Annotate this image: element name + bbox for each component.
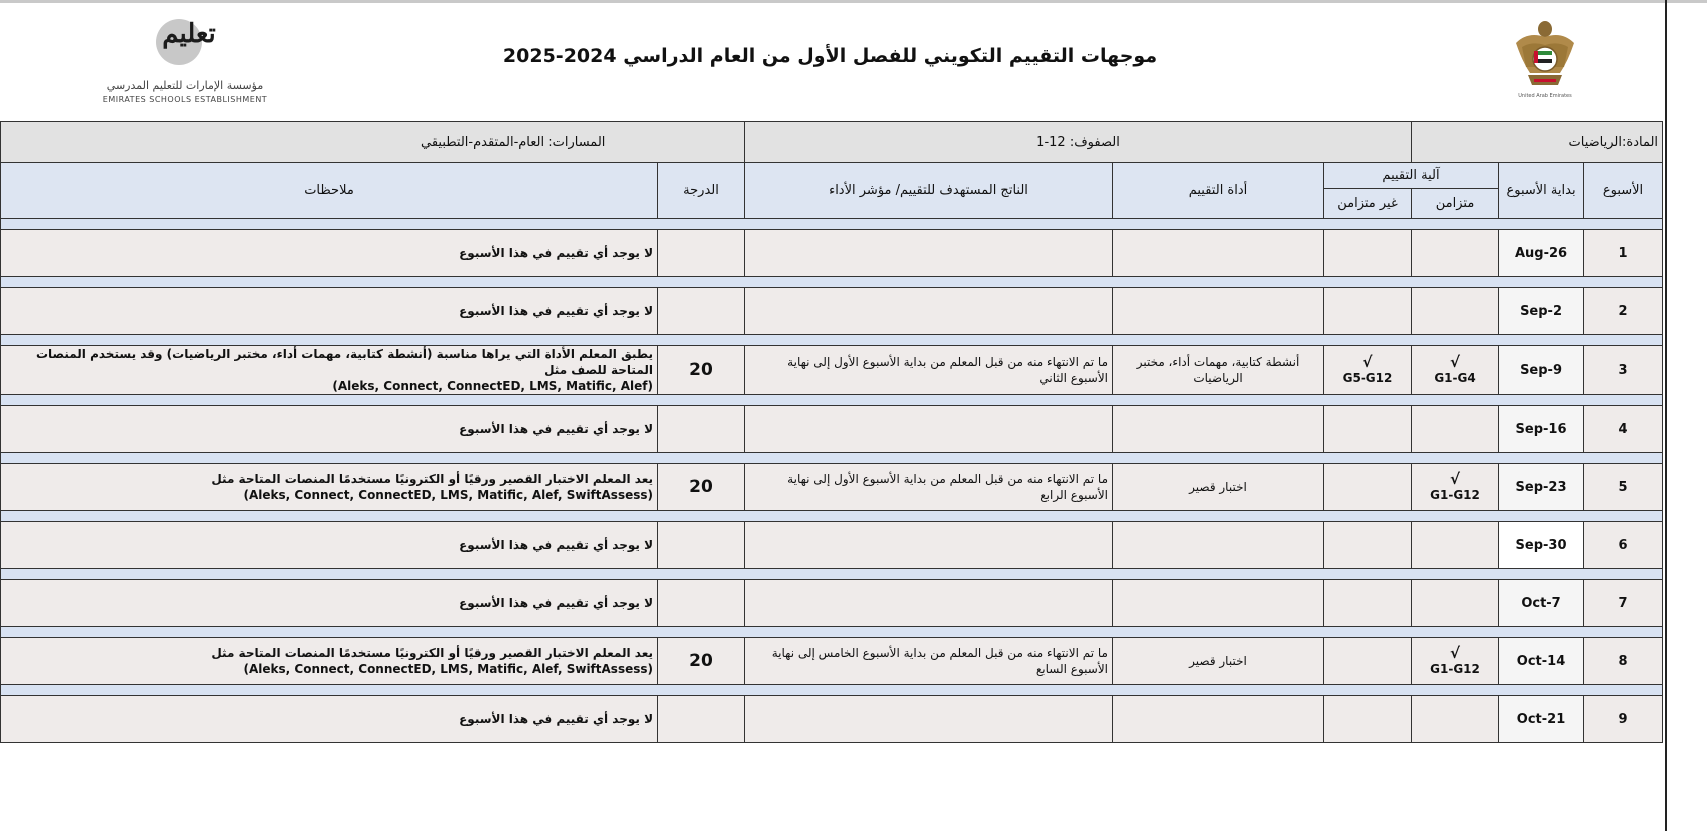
grade-cell <box>658 580 745 627</box>
emblem-caption: United Arab Emirates <box>1518 93 1572 99</box>
spacer-row <box>1 569 1663 580</box>
spacer-row <box>1 277 1663 288</box>
async-cell <box>1324 406 1412 453</box>
table-row <box>1 288 1663 335</box>
header-row-1 <box>1 163 1663 189</box>
grade-cell: 20 <box>658 346 745 395</box>
notes-cell <box>1 406 658 453</box>
spacer-row <box>1 453 1663 464</box>
grades-label: الصفوف: 12-1 <box>745 122 1412 163</box>
table-row <box>1 696 1663 743</box>
spacer-cell <box>1 395 1663 406</box>
subject-label: المادة:الرياضيات <box>1412 122 1663 163</box>
week-start-cell: Sep-16 <box>1499 406 1584 453</box>
document-header <box>0 3 1665 121</box>
async-cell <box>1324 288 1412 335</box>
async-cell <box>1324 638 1412 685</box>
table-row <box>1 580 1663 627</box>
sync-cell <box>1412 464 1499 511</box>
notes-text: لا يوجد أي تقييم في هذا الأسبوع <box>459 422 653 436</box>
async-cell <box>1324 522 1412 569</box>
table-row <box>1 346 1663 395</box>
table-row <box>1 522 1663 569</box>
notes-text: يعد المعلم الاختبار القصير ورقيًا أو الكترونيًا مستخدمًا المنصات المتاحة مثل <box>211 472 653 486</box>
async-cell <box>1324 464 1412 511</box>
sync-grades-label: G1-G4 <box>1434 371 1476 385</box>
notes-cell <box>1 346 658 395</box>
week-start-cell: Sep-9 <box>1499 346 1584 395</box>
assessment-tool-cell: اختبار قصير <box>1113 464 1324 511</box>
notes-text: لا يوجد أي تقييم في هذا الأسبوع <box>459 304 653 318</box>
check-mark-icon: √ <box>1450 353 1461 371</box>
sync-cell <box>1412 288 1499 335</box>
platforms-list: (Aleks, Connect, ConnectED, LMS, Matific, Alef, SwiftAssess) <box>243 488 653 502</box>
sync-cell <box>1412 230 1499 277</box>
ese-logo <box>90 13 280 108</box>
grade-cell <box>658 522 745 569</box>
table-row <box>1 464 1663 511</box>
col-header-mechanism: آلية التقييم <box>1324 163 1499 189</box>
notes-cell <box>1 230 658 277</box>
assessment-tool-cell <box>1113 696 1324 743</box>
week-start-cell: Oct-21 <box>1499 696 1584 743</box>
week-number-cell: 4 <box>1584 406 1663 453</box>
assessment-tool-cell <box>1113 522 1324 569</box>
assessment-tool-cell <box>1113 230 1324 277</box>
week-start-cell: Oct-7 <box>1499 580 1584 627</box>
target-outcome-cell <box>745 580 1113 627</box>
assessment-tool-cell <box>1113 580 1324 627</box>
spacer-row <box>1 219 1663 230</box>
platforms-list: (Aleks, Connect, ConnectED, LMS, Matific, Alef, SwiftAssess) <box>243 662 653 676</box>
target-outcome-cell <box>745 522 1113 569</box>
target-outcome-cell <box>745 288 1113 335</box>
page-right-edge <box>1665 0 1667 831</box>
notes-text: لا يوجد أي تقييم في هذا الأسبوع <box>459 246 653 260</box>
check-mark-icon: √ <box>1362 353 1373 371</box>
spacer-row <box>1 511 1663 522</box>
target-outcome-cell <box>745 230 1113 277</box>
target-outcome-cell <box>745 406 1113 453</box>
grade-cell <box>658 230 745 277</box>
logo-word: تعليم <box>162 19 216 49</box>
col-header-tool: أداة التقييم <box>1113 163 1324 219</box>
notes-cell <box>1 638 658 685</box>
info-row <box>1 122 1663 163</box>
week-number-cell: 6 <box>1584 522 1663 569</box>
notes-cell <box>1 522 658 569</box>
assessment-table <box>0 121 1663 743</box>
grade-cell: 20 <box>658 638 745 685</box>
spacer-row <box>1 685 1663 696</box>
check-mark-icon: √ <box>1450 470 1461 488</box>
sync-cell <box>1412 696 1499 743</box>
spacer-cell <box>1 219 1663 230</box>
week-start-cell: Sep-2 <box>1499 288 1584 335</box>
falcon-emblem-icon <box>1508 17 1582 93</box>
spacer-row <box>1 627 1663 638</box>
grade-cell: 20 <box>658 464 745 511</box>
target-outcome-cell: ما تم الانتهاء منه من قبل المعلم من بداية الأسبوع الخامس إلى نهاية الأسبوع السابع <box>745 638 1113 685</box>
async-cell <box>1324 230 1412 277</box>
target-outcome-cell <box>745 696 1113 743</box>
sync-grades-label: G1-G12 <box>1430 662 1480 676</box>
notes-cell <box>1 464 658 511</box>
spacer-row <box>1 395 1663 406</box>
sync-cell <box>1412 580 1499 627</box>
week-number-cell: 5 <box>1584 464 1663 511</box>
grade-cell <box>658 406 745 453</box>
table-row <box>1 230 1663 277</box>
async-cell <box>1324 346 1412 395</box>
notes-text: يعد المعلم الاختبار القصير ورقيًا أو الكترونيًا مستخدمًا المنصات المتاحة مثل <box>211 646 653 660</box>
spacer-cell <box>1 511 1663 522</box>
tracks-label: المسارات: العام-المتقدم-التطبيقي <box>1 122 745 163</box>
spacer-row <box>1 335 1663 346</box>
table-row <box>1 406 1663 453</box>
week-number-cell: 7 <box>1584 580 1663 627</box>
logo-english-name: EMIRATES SCHOOLS ESTABLISHMENT <box>102 95 268 104</box>
notes-text: يطبق المعلم الأداة التي يراها مناسبة (أنشطة كتابية، مهمات أداء، مختبر الرياضيات) وقد يستخدم المنصات المتاحة للصف مثل <box>35 347 653 377</box>
notes-text: لا يوجد أي تقييم في هذا الأسبوع <box>459 538 653 552</box>
sync-cell <box>1412 522 1499 569</box>
col-header-sync: متزامن <box>1412 189 1499 219</box>
week-number-cell: 3 <box>1584 346 1663 395</box>
week-start-cell: Sep-30 <box>1499 522 1584 569</box>
week-number-cell: 1 <box>1584 230 1663 277</box>
async-cell <box>1324 580 1412 627</box>
assessment-tool-cell: أنشطة كتابية، مهمات أداء، مختبر الرياضيات <box>1113 346 1324 395</box>
platforms-list: (Aleks, Connect, ConnectED, LMS, Matific, Alef) <box>332 379 653 393</box>
col-header-notes: ملاحظات <box>1 163 658 219</box>
notes-text: لا يوجد أي تقييم في هذا الأسبوع <box>459 596 653 610</box>
sync-cell <box>1412 638 1499 685</box>
spacer-cell <box>1 453 1663 464</box>
week-start-cell: Oct-14 <box>1499 638 1584 685</box>
col-header-week: الأسبوع <box>1584 163 1663 219</box>
col-header-week-start: بداية الأسبوع <box>1499 163 1584 219</box>
assessment-tool-cell <box>1113 406 1324 453</box>
check-mark-icon: √ <box>1450 644 1461 662</box>
uae-emblem-logo <box>1508 17 1582 103</box>
spacer-cell <box>1 685 1663 696</box>
grade-cell <box>658 288 745 335</box>
grade-cell <box>658 696 745 743</box>
page-title: موجهات التقييم التكويني للفصل الأول من العام الدراسي 2024-2025 <box>502 45 1158 67</box>
assessment-tool-cell <box>1113 288 1324 335</box>
logo-arabic-name: مؤسسة الإمارات للتعليم المدرسي <box>106 79 264 92</box>
col-header-grade: الدرجة <box>658 163 745 219</box>
notes-cell <box>1 288 658 335</box>
notes-text: لا يوجد أي تقييم في هذا الأسبوع <box>459 712 653 726</box>
target-outcome-cell: ما تم الانتهاء منه من قبل المعلم من بداية الأسبوع الأول إلى نهاية الأسبوع الثاني <box>745 346 1113 395</box>
async-cell <box>1324 696 1412 743</box>
target-outcome-cell: ما تم الانتهاء منه من قبل المعلم من بداية الأسبوع الأول إلى نهاية الأسبوع الرابع <box>745 464 1113 511</box>
week-number-cell: 9 <box>1584 696 1663 743</box>
notes-cell <box>1 696 658 743</box>
notes-cell <box>1 580 658 627</box>
spacer-cell <box>1 335 1663 346</box>
col-header-async: غير متزامن <box>1324 189 1412 219</box>
sync-grades-label: G1-G12 <box>1430 488 1480 502</box>
col-header-outcome: الناتج المستهدف للتقييم/ مؤشر الأداء <box>745 163 1113 219</box>
week-start-cell: Sep-23 <box>1499 464 1584 511</box>
spacer-cell <box>1 627 1663 638</box>
spacer-cell <box>1 277 1663 288</box>
sync-cell <box>1412 346 1499 395</box>
spacer-cell <box>1 569 1663 580</box>
week-number-cell: 8 <box>1584 638 1663 685</box>
week-number-cell: 2 <box>1584 288 1663 335</box>
async-grades-label: G5-G12 <box>1342 371 1393 385</box>
table-row <box>1 638 1663 685</box>
sync-cell <box>1412 406 1499 453</box>
week-start-cell: Aug-26 <box>1499 230 1584 277</box>
assessment-tool-cell: اختبار قصير <box>1113 638 1324 685</box>
